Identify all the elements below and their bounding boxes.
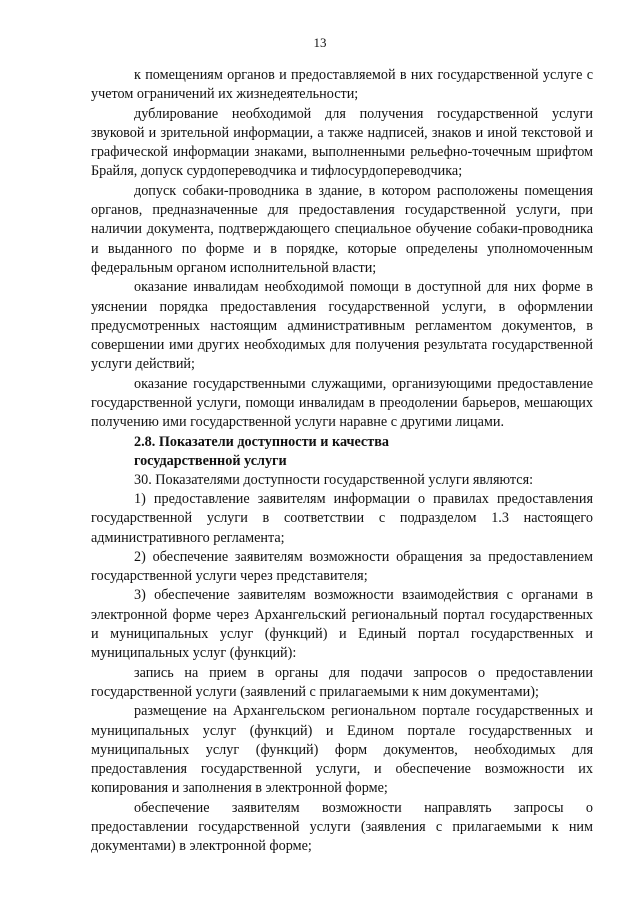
paragraph: 30. Показателями доступности государственной услуги являются:: [134, 471, 534, 488]
section-heading-line: 2.8. Показатели доступности и качества: [134, 433, 389, 450]
paragraph: запись на прием в органы для подачи запросов о предоставлении государственной услуги (заявлений с прилагаемыми к ним документами);: [91, 664, 593, 700]
paragraph: 2) обеспечение заявителям возможности обращения за предоставлением государственной услуги через представителя;: [91, 548, 593, 585]
section-heading-line: государственной услуги: [134, 452, 287, 469]
paragraph: допуск собаки-проводника в здание, в котором расположены помещения органов, предназначенные для предоставления государственной услуги, при наличии документа, подтверждающего специальное обучение собаки-проводника и выданного по форме и в порядке, которые определены уполномоченным федеральным органом исполнительной власти;: [91, 182, 593, 276]
paragraph: оказание государственными служащими, организующими предоставление государственной услуги, помощи инвалидам в преодолении барьеров, мешающих получению ими государственной услуги наравне с другими лицами.: [91, 375, 593, 431]
paragraph: дублирование необходимой для получения государственной услуги звуковой и зрительной информации, а также надписей, знаков и иной текстовой и графической информации знаками, выполненными рельефно-точечным шрифтом Брайля, допуск сурдопереводчика и тифлосурдопереводчика;: [91, 105, 593, 180]
page-number: 13: [313, 35, 327, 50]
paragraph: размещение на Архангельском региональном портале государственных и муниципальных услуг (функций) и Едином портале государственных и муниципальных услуг (функций) форм документов, необходимых для предоставления государственной услуги, и обеспечение возможности их копирования и заполнения в электронной форме;: [91, 703, 593, 797]
document-body: [91, 66, 593, 857]
paragraph: обеспечение заявителям возможности направлять запросы о предоставлении государственной услуги (заявления с прилагаемыми к ним документами) в электронной форме;: [91, 799, 593, 855]
section-heading: [91, 433, 593, 471]
paragraph: 3) обеспечение заявителям возможности взаимодействия с органами в электронной форме через Архангельский региональный портал государственных и муниципальных услуг (функций) и Единый портал государственных и муниципальных услуг (функций):: [91, 587, 593, 662]
paragraph: 1) предоставление заявителям информации о правилах предоставления государственной услуги в соответствии с подразделом 1.3 настоящего административного регламента;: [91, 490, 593, 546]
paragraph: к помещениям органов и предоставляемой в них государственной услуге с учетом ограничений их жизнедеятельности;: [91, 67, 593, 103]
paragraph: оказание инвалидам необходимой помощи в доступной для них форме в уяснении порядка предоставления государственной услуги, в оформлении предусмотренных настоящим административным регламентом документов, в совершении ими других необходимых для получения результата государственной услуги действий;: [91, 279, 593, 373]
